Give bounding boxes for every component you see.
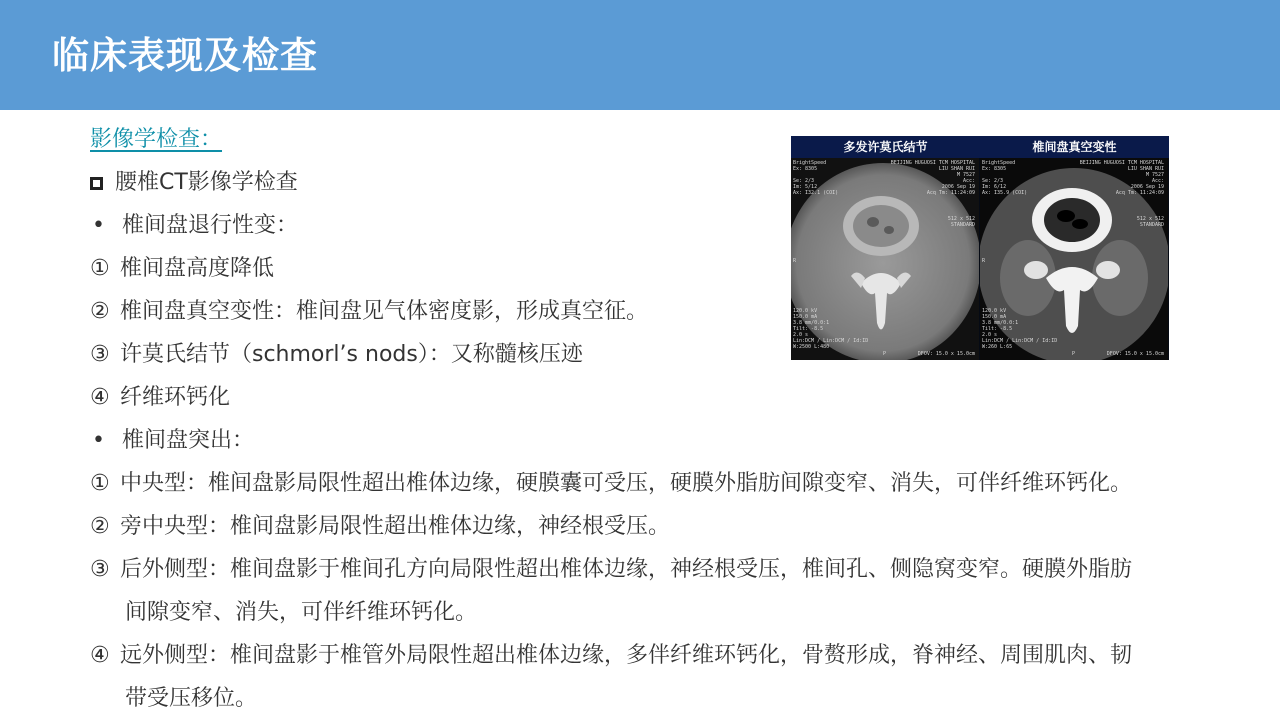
slide-title: 临床表现及检查 [52, 34, 318, 77]
group-label: 椎间盘突出： [122, 428, 255, 453]
ct-dfov-right: DFOV: 15.0 x 15.0cm [1106, 351, 1164, 357]
ct-meta-matrix-right: 512 x 512 STANDARD [1136, 216, 1164, 228]
item-marker: ③ [90, 557, 110, 582]
list-item-continuation: 间隙变窄、消失，可伴纤维环钙化。 [125, 600, 478, 625]
ct-meta-bottom-left: 120.0 kV 150.0 mA 3.8 mm/0.0:1 Tilt: -8.5 2.0 s Lin:DCM / Lin:DCM / Id:ID W:2500 L:480 [793, 308, 869, 350]
subsection-label: 腰椎CT影像学检查 [115, 170, 298, 195]
ct-image-vacuum-disc [980, 158, 1168, 360]
item-marker: ① [90, 471, 110, 496]
list-item [90, 634, 1240, 677]
ct-scan-figure [791, 136, 1169, 360]
item-text: 许莫氏结节（schmorl’s nods）：又称髓核压迹 [120, 342, 583, 367]
ct-meta-top-left: BrightSpeed Ex: 8305 Se: 2/3 Im: 5/12 Ax: I32.1 (COI) [793, 160, 839, 196]
item-marker: ② [90, 514, 110, 539]
item-marker: ④ [90, 385, 110, 410]
item-text: 远外侧型：椎间盘影于椎管外局限性超出椎体边缘，多伴纤维环钙化，骨赘形成，脊神经、周围肌肉、韧 [120, 643, 1133, 668]
ct-meta-matrix-left: 512 x 512 STANDARD [947, 216, 975, 228]
group-heading-herniation [90, 419, 1240, 462]
ct-meta-bottom-right: 120.0 kV 150.0 mA 3.8 mm/0.0:1 Tilt: -8.5 2.0 s Lin:DCM / Lin:DCM / Id:ID W:260 L:65 [982, 308, 1058, 350]
item-text: 旁中央型：椎间盘影局限性超出椎体边缘，神经根受压。 [120, 514, 671, 539]
ct-meta-hospital-left: BEIJING HUGUOSI TCM HOSPITAL LIU SHAN RUI M 7527 Acc: 2006 Sep 19 Acq Tm: 11:24:09 [890, 160, 975, 196]
group-label: 椎间盘退行性变： [122, 213, 299, 238]
ct-caption-left: 多发许莫氏结节 [843, 140, 928, 154]
item-text: 纤维环钙化 [120, 385, 231, 410]
title-bar [0, 0, 1280, 110]
ct-caption-right: 椎间盘真空变性 [1032, 140, 1117, 154]
item-text: 椎间盘高度降低 [120, 256, 275, 281]
item-marker: ③ [90, 342, 110, 367]
bullet-dot-icon: • [92, 213, 105, 238]
list-item-continuation: 带受压移位。 [125, 686, 258, 711]
item-text: 中央型：椎间盘影局限性超出椎体边缘，硬膜囊可受压，硬膜外脂肪间隙变窄、消失，可伴纤维环钙化。 [120, 471, 1133, 496]
item-marker: ② [90, 299, 110, 324]
square-bullet-icon [90, 177, 103, 190]
ct-meta-hospital-right: BEIJING HUGUOSI TCM HOSPITAL LIU SHAN RUI M 7527 Acc: 2006 Sep 19 Acq Tm: 11:24:09 [1079, 160, 1164, 196]
bullet-dot-icon: • [92, 428, 105, 453]
ct-side-marker-left: R [793, 258, 797, 264]
ct-side-marker-right: R [982, 258, 986, 264]
item-marker: ① [90, 256, 110, 281]
item-text: 后外侧型：椎间盘影于椎间孔方向局限性超出椎体边缘，神经根受压，椎间孔、侧隐窝变窄。硬膜外脂肪 [120, 557, 1133, 582]
ct-bottom-marker-right: P [1072, 351, 1076, 357]
list-item [90, 376, 1240, 419]
ct-bottom-marker-left: P [883, 351, 887, 357]
ct-dfov-left: DFOV: 15.0 x 15.0cm [917, 351, 975, 357]
item-marker: ④ [90, 643, 110, 668]
list-item [90, 505, 1240, 548]
section-heading-link[interactable]: 影像学检查： [90, 127, 223, 152]
list-item [90, 462, 1240, 505]
ct-image-schmorl-nodes [791, 158, 979, 360]
list-item [90, 548, 1240, 591]
item-text: 椎间盘真空变性：椎间盘见气体密度影，形成真空征。 [120, 299, 649, 324]
ct-caption-bar [791, 136, 1169, 158]
ct-meta-top-right: BrightSpeed Ex: 8305 Se: 2/3 Im: 6/12 Ax: I35.9 (COI) [982, 160, 1028, 196]
